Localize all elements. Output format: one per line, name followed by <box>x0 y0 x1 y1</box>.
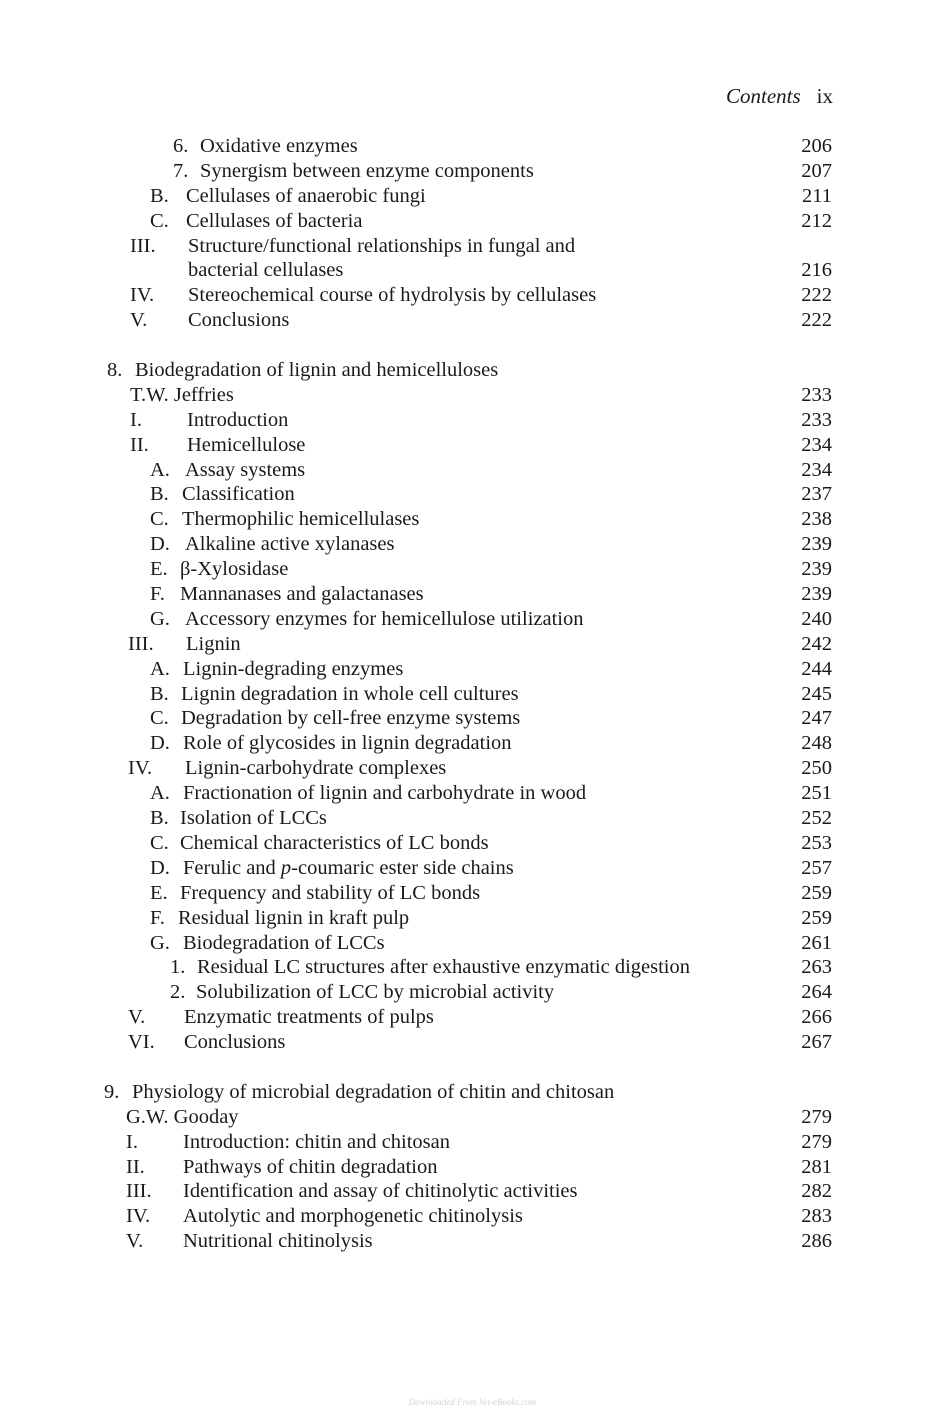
author-name: T.W. Jeffries <box>130 383 234 406</box>
entry-page: 286 <box>801 1230 832 1253</box>
entry-page: 279 <box>801 1105 832 1128</box>
entry-page: 238 <box>801 508 832 531</box>
chapter-heading <box>0 358 945 383</box>
entry-title: Introduction: chitin and chitosan <box>183 1130 451 1153</box>
toc-entry <box>0 308 945 333</box>
entry-page: 267 <box>801 1031 832 1054</box>
chapter-author <box>0 383 945 408</box>
entry-title: Ferulic and p-coumaric ester side chains <box>183 856 514 879</box>
entry-title: Synergism between enzyme components <box>200 159 534 182</box>
toc-entry <box>0 632 945 657</box>
entry-title: Isolation of LCCs <box>180 807 327 830</box>
entry-number: D. <box>150 732 170 755</box>
entry-page: 237 <box>801 483 832 506</box>
entry-number: IV. <box>130 284 155 307</box>
entry-title: Thermophilic hemicellulases <box>182 508 420 531</box>
entry-title: Lignin <box>186 632 241 655</box>
toc-entry <box>0 1005 945 1030</box>
entry-number: III. <box>130 234 156 257</box>
toc-entry <box>0 731 945 756</box>
chapter-number: 8. <box>107 359 123 382</box>
entry-number: 2. <box>170 981 186 1004</box>
entry-title: bacterial cellulases <box>188 259 344 282</box>
entry-number: 6. <box>173 135 189 157</box>
entry-title: Oxidative enzymes <box>200 135 358 157</box>
entry-title: Solubilization of LCC by microbial activity <box>196 981 555 1004</box>
entry-page: 247 <box>801 707 832 730</box>
entry-page: 281 <box>801 1155 832 1178</box>
entry-page: 222 <box>801 284 832 307</box>
entry-number: G. <box>150 931 170 954</box>
chapter-heading <box>0 1080 945 1105</box>
entry-number: B. <box>150 184 169 207</box>
toc-entry <box>0 458 945 483</box>
entry-page: 264 <box>801 981 832 1004</box>
toc-entry <box>0 1229 945 1254</box>
entry-number: VI. <box>128 1031 155 1054</box>
entry-number: F. <box>150 583 165 606</box>
toc-entry <box>0 1130 945 1155</box>
toc-entry <box>0 209 945 234</box>
entry-number: A. <box>150 782 170 805</box>
toc-entry <box>0 607 945 632</box>
entry-page: 259 <box>801 906 832 929</box>
entry-page: 245 <box>801 682 832 705</box>
entry-page: 253 <box>801 831 832 854</box>
entry-page: 257 <box>801 856 832 879</box>
entry-page: 212 <box>801 209 832 232</box>
entry-page: 234 <box>801 433 832 456</box>
entry-number: IV. <box>128 757 153 780</box>
entry-number: II. <box>126 1155 145 1178</box>
entry-number: D. <box>150 533 170 556</box>
page-number: ix <box>816 84 833 108</box>
toc-entry <box>0 482 945 507</box>
toc-entry <box>0 408 945 433</box>
running-header <box>726 84 833 109</box>
entry-number: III. <box>126 1180 152 1203</box>
entry-page: 252 <box>801 807 832 830</box>
entry-number: A. <box>150 458 170 481</box>
entry-page: 216 <box>801 259 832 282</box>
toc-entry <box>0 1155 945 1180</box>
chapter-title: Biodegradation of lignin and hemicelluloses <box>135 359 499 382</box>
entry-title: Mannanases and galactanases <box>180 583 424 606</box>
entry-title: Role of glycosides in lignin degradation <box>183 732 512 755</box>
entry-title: Residual lignin in kraft pulp <box>178 906 410 929</box>
entry-title: Lignin-carbohydrate complexes <box>185 757 447 780</box>
entry-title: Chemical characteristics of LC bonds <box>180 831 489 854</box>
entry-number: E. <box>150 558 168 581</box>
entry-page: 282 <box>801 1180 832 1203</box>
entry-title: Introduction <box>187 408 289 431</box>
toc-entry <box>0 931 945 956</box>
entry-number: V. <box>128 1006 146 1029</box>
entry-page: 211 <box>802 184 832 207</box>
entry-title: Classification <box>182 483 295 506</box>
entry-title: Pathways of chitin degradation <box>183 1155 438 1178</box>
toc-entry <box>0 682 945 707</box>
entry-page: 239 <box>801 583 832 606</box>
toc-entry <box>0 159 945 184</box>
entry-title: Nutritional chitinolysis <box>183 1230 373 1253</box>
entry-page: 206 <box>801 135 832 157</box>
entry-page: 261 <box>801 931 832 954</box>
toc-entry <box>0 756 945 781</box>
entry-number: B. <box>150 483 169 506</box>
toc-entry <box>0 557 945 582</box>
entry-title: Fractionation of lignin and carbohydrate in wood <box>183 782 587 805</box>
entry-number: C. <box>150 209 169 232</box>
entry-title: Cellulases of bacteria <box>186 209 363 232</box>
entry-number: I. <box>126 1130 138 1153</box>
running-header-title: Contents <box>725 84 801 108</box>
entry-page: 239 <box>801 533 832 556</box>
author-name: G.W. Gooday <box>126 1105 239 1128</box>
toc-entry <box>0 657 945 682</box>
entry-page: 207 <box>801 159 832 182</box>
entry-number: B. <box>150 807 169 830</box>
toc-entry <box>0 955 945 980</box>
entry-page: 233 <box>801 383 832 406</box>
entry-title: Degradation by cell-free enzyme systems <box>181 707 521 730</box>
entry-page: 240 <box>801 607 832 630</box>
toc-entry <box>0 134 945 159</box>
entry-number: 1. <box>170 956 186 979</box>
entry-title: Structure/functional relationships in fungal and <box>188 234 576 257</box>
toc-entry <box>0 881 945 906</box>
entry-page: 259 <box>801 881 832 904</box>
entry-page: 283 <box>801 1205 832 1228</box>
entry-number: II. <box>130 433 149 456</box>
entry-number: V. <box>126 1230 144 1253</box>
entry-number: C. <box>150 707 169 730</box>
entry-title: Cellulases of anaerobic fungi <box>186 184 426 207</box>
toc-entry <box>0 283 945 308</box>
entry-page: 279 <box>801 1130 832 1153</box>
toc-entry <box>0 184 945 209</box>
entry-title: Alkaline active xylanases <box>185 533 395 556</box>
entry-number: D. <box>150 856 170 879</box>
toc-entry <box>0 532 945 557</box>
entry-page: 250 <box>801 757 832 780</box>
entry-page: 263 <box>801 956 832 979</box>
entry-page: 244 <box>801 657 832 680</box>
entry-number: C. <box>150 508 169 531</box>
watermark: Downloaded From Vet-eBooks.com <box>408 1397 537 1407</box>
entry-page: 248 <box>801 732 832 755</box>
entry-title: β-Xylosidase <box>180 558 289 581</box>
toc-entry <box>0 980 945 1005</box>
entry-number: C. <box>150 831 169 854</box>
toc-entry <box>0 706 945 731</box>
entry-title: Lignin-degrading enzymes <box>183 657 404 680</box>
entry-number: G. <box>150 607 170 630</box>
entry-title: Hemicellulose <box>187 433 306 456</box>
entry-number: A. <box>150 657 170 680</box>
entry-title: Frequency and stability of LC bonds <box>180 881 481 904</box>
entry-title: Conclusions <box>184 1031 286 1054</box>
entry-title: Stereochemical course of hydrolysis by cellulases <box>188 284 597 307</box>
toc-entry <box>0 1179 945 1204</box>
entry-number: V. <box>130 309 148 332</box>
entry-page: 242 <box>801 632 832 655</box>
toc-entry <box>0 258 945 283</box>
toc-entry <box>0 507 945 532</box>
entry-page: 222 <box>801 309 832 332</box>
entry-title: Residual LC structures after exhaustive enzymatic digestion <box>197 956 690 979</box>
toc-entry <box>0 906 945 931</box>
entry-title: Identification and assay of chitinolytic activities <box>183 1180 578 1203</box>
entry-title: Accessory enzymes for hemicellulose utilization <box>185 607 584 630</box>
chapter-title: Physiology of microbial degradation of chitin and chitosan <box>132 1080 615 1103</box>
entry-title: Assay systems <box>185 458 306 481</box>
entry-title: Autolytic and morphogenetic chitinolysis <box>183 1205 523 1228</box>
toc-entry <box>0 831 945 856</box>
toc-entry <box>0 781 945 806</box>
entry-page: 266 <box>801 1006 832 1029</box>
entry-number: 7. <box>173 159 189 182</box>
toc-entry <box>0 806 945 831</box>
entry-number: III. <box>128 632 154 655</box>
entry-number: F. <box>150 906 165 929</box>
entry-page: 234 <box>801 458 832 481</box>
toc-entry <box>0 1204 945 1229</box>
table-of-contents <box>0 134 945 1254</box>
chapter-author <box>0 1105 945 1130</box>
entry-title: Enzymatic treatments of pulps <box>184 1006 434 1029</box>
toc-entry <box>0 856 945 881</box>
entry-number: B. <box>150 682 169 705</box>
entry-number: I. <box>130 408 142 431</box>
toc-entry <box>0 1030 945 1055</box>
toc-entry <box>0 582 945 607</box>
entry-page: 239 <box>801 558 832 581</box>
entry-number: IV. <box>126 1205 151 1228</box>
toc-entry <box>0 234 945 259</box>
toc-entry <box>0 433 945 458</box>
entry-title: Biodegradation of LCCs <box>183 931 385 954</box>
entry-page: 233 <box>801 408 832 431</box>
entry-title: Lignin degradation in whole cell cultures <box>181 682 519 705</box>
entry-number: E. <box>150 881 168 904</box>
entry-page: 251 <box>801 782 832 805</box>
entry-title: Conclusions <box>188 309 290 332</box>
chapter-number: 9. <box>104 1080 120 1103</box>
